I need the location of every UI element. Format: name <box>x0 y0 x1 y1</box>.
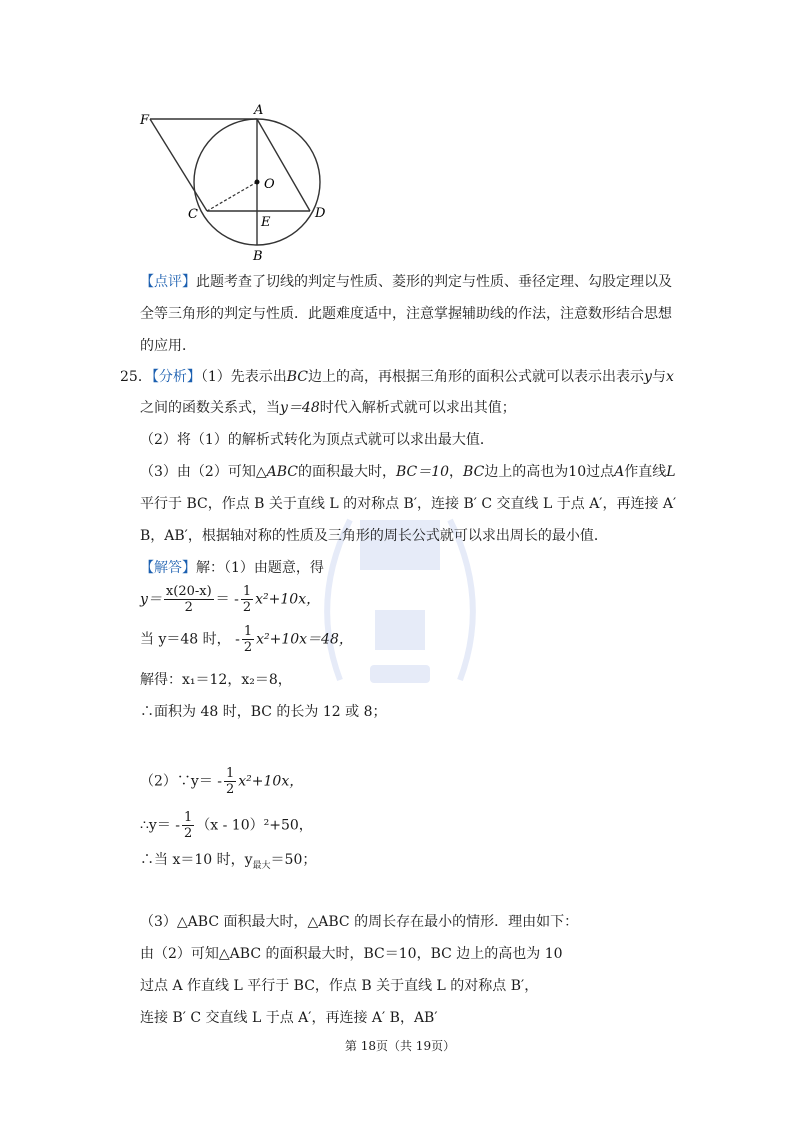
answer-tag: 【解答】 <box>140 560 196 576</box>
part3-line-1: （3）△ABC 面积最大时，△ABC 的周长存在最小的情形．理由如下： <box>140 914 579 930</box>
eq-rhs: ＝50； <box>270 852 317 868</box>
eq-pre: ∴y＝ - <box>140 817 180 834</box>
analysis-text: （3）由（2）可知△ <box>140 464 267 480</box>
var-a: A <box>614 464 625 480</box>
review-tag: 【点评】 <box>140 274 196 290</box>
fraction <box>241 584 253 615</box>
eq-rhs: x²+10x， <box>255 591 321 608</box>
var-bc: BC <box>463 464 485 480</box>
segment-ad <box>257 119 310 211</box>
analysis-text: 边上的高，再根据三角形的面积公式就可以表示出表示 <box>308 369 645 385</box>
eq-rhs: x²+10x， <box>238 773 304 790</box>
equation-bc10: BC＝10 <box>395 464 450 480</box>
frac-den: 2 <box>226 782 235 797</box>
eq-pre: 当 y＝48 时， - <box>140 631 240 648</box>
part2-eq-2 <box>140 810 313 841</box>
frac-den: 2 <box>243 640 253 655</box>
analysis-text: ， <box>449 464 464 480</box>
segment-oc-dashed <box>207 182 257 211</box>
analysis-line-1 <box>120 367 674 387</box>
eq-rhs: x²+10x＝48， <box>256 631 353 648</box>
review-text-1: 此题考查了切线的判定与性质、菱形的判定与性质、垂径定理、勾股定理以及 <box>196 274 672 290</box>
eq-lhs: y＝ <box>140 591 162 608</box>
label-d: D <box>315 206 326 221</box>
analysis-line-4 <box>140 462 676 482</box>
eq-mid: ＝ - <box>215 591 239 608</box>
eq-pre: ∴当 x＝10 时，y <box>140 852 253 868</box>
fraction <box>182 810 194 841</box>
var-l: L <box>666 464 676 480</box>
frac-num: 1 <box>242 584 252 599</box>
answer-line-4: 解得：x₁＝12，x₂＝8， <box>140 672 292 688</box>
analysis-text: 之间的函数关系式，当 <box>140 400 280 416</box>
answer-text: 解：（1）由题意，得 <box>196 560 324 576</box>
label-f: F <box>140 113 150 128</box>
var-x: x <box>665 369 674 385</box>
analysis-line-5: 平行于 BC，作点 B 关于直线 L 的对称点 B′，连接 B′ C 交直线 L 于点 A′，再连接 A′ <box>140 496 677 512</box>
part2-line-3 <box>140 850 316 876</box>
part3-line-2: 由（2）可知△ABC 的面积最大时，BC＝10，BC 边上的高也为 10 <box>140 946 563 962</box>
label-c: C <box>188 207 198 222</box>
analysis-text: 边上的高也为10过点 <box>484 464 615 480</box>
watermark-logo <box>300 480 500 720</box>
label-e: E <box>261 215 271 230</box>
frac-num: x(20-x) <box>165 584 212 599</box>
answer-line-1 <box>140 558 324 578</box>
frac-den: 2 <box>242 600 252 615</box>
analysis-line-2 <box>140 398 516 418</box>
equation-y48: y＝48 <box>280 400 320 416</box>
label-b: B <box>253 249 263 264</box>
fraction <box>224 766 236 797</box>
center-point <box>255 180 260 185</box>
page-footer: 第 18页（共 19页） <box>344 1039 456 1053</box>
frac-num: 1 <box>243 624 253 639</box>
part3-line-3: 过点 A 作直线 L 平行于 BC，作点 B 关于直线 L 的对称点 B′， <box>140 978 539 994</box>
var-abc: ABC <box>266 464 298 480</box>
analysis-line-3: （2）将（1）的解析式转化为顶点式就可以求出最大值． <box>140 432 494 448</box>
part3-line-4: 连接 B′ C 交直线 L 于点 A′，再连接 A′ B，AB′ <box>140 1010 438 1026</box>
fraction <box>242 624 254 655</box>
label-a: A <box>254 103 264 118</box>
analysis-text: 时代入解析式就可以求出其值； <box>319 400 516 416</box>
analysis-text: 的面积最大时， <box>297 464 396 480</box>
answer-eq-1 <box>140 584 320 615</box>
frac-den: 2 <box>184 600 193 615</box>
segment-fc <box>150 119 207 211</box>
review-line-3: 的应用． <box>140 338 196 354</box>
analysis-text: 作直线 <box>624 464 667 480</box>
fraction <box>164 584 214 615</box>
analysis-tag: 【分析】 <box>151 369 201 385</box>
var-bc: BC <box>286 369 309 385</box>
part2-eq-1 <box>140 766 303 797</box>
analysis-text: 与 <box>651 369 666 385</box>
eq-rhs: （x - 10）²+50， <box>196 817 313 834</box>
review-line-1 <box>140 272 672 292</box>
frac-den: 2 <box>184 826 193 841</box>
question-number: 25． <box>120 369 152 385</box>
review-line-2: 全等三角形的判定与性质．此题难度适中，注意掌握辅助线的作法，注意数形结合思想 <box>140 306 672 322</box>
label-o: O <box>264 177 275 192</box>
answer-eq-2 <box>140 624 353 655</box>
geometry-figure <box>130 100 350 265</box>
frac-num: 1 <box>226 766 235 781</box>
analysis-line-6: B，AB′，根据轴对称的性质及三角形的周长公式就可以求出周长的最小值． <box>140 528 608 544</box>
answer-line-5: ∴面积为 48 时，BC 的长为 12 或 8； <box>140 704 387 720</box>
eq-pre: （2）∵y＝ - <box>140 773 222 790</box>
subscript-max: 最大 <box>252 860 271 871</box>
frac-num: 1 <box>184 810 193 825</box>
var-y: y <box>644 369 652 385</box>
analysis-text: （1）先表示出 <box>200 369 287 385</box>
